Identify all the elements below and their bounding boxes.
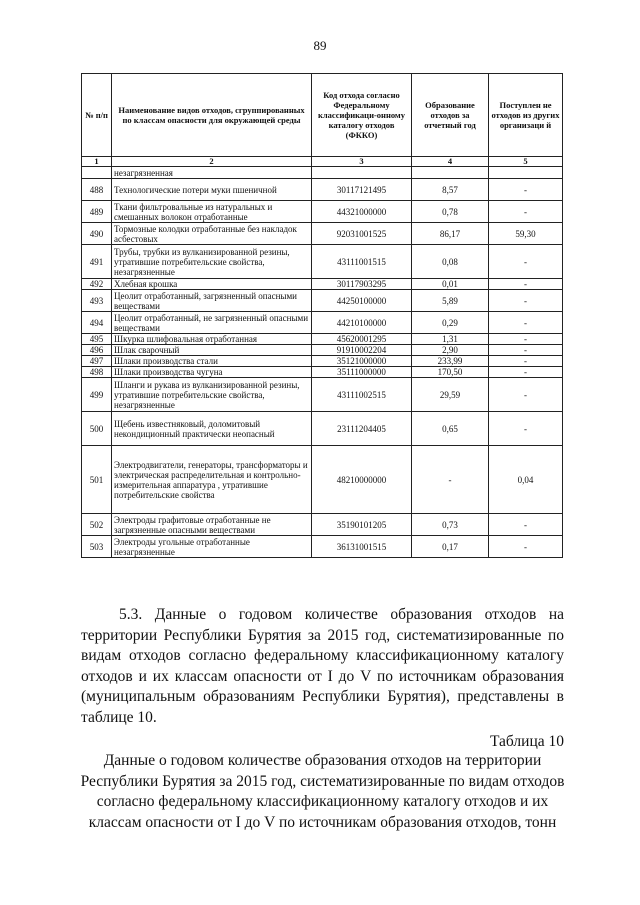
column-number-row bbox=[82, 157, 563, 167]
waste-name: Шлак сварочный bbox=[112, 345, 312, 356]
generated-amount: 5,89 bbox=[412, 290, 489, 312]
generated-amount: 0,65 bbox=[412, 412, 489, 446]
table-row bbox=[82, 367, 563, 378]
continuation-text: незагрязненная bbox=[112, 167, 312, 179]
received-amount: - bbox=[489, 279, 563, 290]
row-number: 494 bbox=[82, 312, 112, 334]
row-number: 490 bbox=[82, 223, 112, 245]
table-row bbox=[82, 345, 563, 356]
waste-code: 30117121495 bbox=[312, 179, 412, 201]
table-row bbox=[82, 356, 563, 367]
waste-code: 35111000000 bbox=[312, 367, 412, 378]
waste-name: Ткани фильтровальные из натуральных и смешанных волокон отработанные bbox=[112, 201, 312, 223]
row-number: 497 bbox=[82, 356, 112, 367]
table-row bbox=[82, 412, 563, 446]
waste-name: Тормозные колодки отработанные без накладок асбестовых bbox=[112, 223, 312, 245]
table-label: Таблица 10 bbox=[489, 733, 564, 750]
generated-amount: 0,29 bbox=[412, 312, 489, 334]
waste-name: Шлаки производства стали bbox=[112, 356, 312, 367]
row-number: 502 bbox=[82, 514, 112, 536]
column-number: 1 bbox=[82, 157, 112, 167]
row-number: 492 bbox=[82, 279, 112, 290]
waste-name: Технологические потери муки пшеничной bbox=[112, 179, 312, 201]
received-amount: - bbox=[489, 367, 563, 378]
waste-table bbox=[81, 73, 563, 558]
generated-amount: 2,90 bbox=[412, 345, 489, 356]
header-row bbox=[82, 74, 563, 157]
waste-name: Электродвигатели, генераторы, трансформаторы и электрическая распределительная и контрольно-измерительная аппаратура , утратившие потребительские свойства bbox=[112, 446, 312, 514]
table-caption: Данные о годовом количестве образования отходов на территории Республики Бурятия за 2015 год, систематизированные по видам отходов согласно федеральному классификационному каталогу отходов и их классам опасности от I до V по источникам образования отходов, тонн bbox=[80, 752, 565, 831]
generated-amount: 170,50 bbox=[412, 367, 489, 378]
waste-code: 43111001515 bbox=[312, 245, 412, 279]
waste-name: Хлебная крошка bbox=[112, 279, 312, 290]
waste-name: Шкурка шлифовальная отработанная bbox=[112, 334, 312, 345]
generated-amount: - bbox=[412, 446, 489, 514]
generated-amount: 8,57 bbox=[412, 179, 489, 201]
waste-name: Щебень известняковый, доломитовый некондиционный практически неопасный bbox=[112, 412, 312, 446]
table-row bbox=[82, 378, 563, 412]
row-number: 488 bbox=[82, 179, 112, 201]
received-amount: - bbox=[489, 179, 563, 201]
waste-code: 44250100000 bbox=[312, 290, 412, 312]
table-row bbox=[82, 334, 563, 345]
waste-code: 44321000000 bbox=[312, 201, 412, 223]
waste-code: 45620001295 bbox=[312, 334, 412, 345]
table-row bbox=[82, 446, 563, 514]
waste-name: Трубы, трубки из вулканизированной резины, утратившие потребительские свойства, незагрязненные bbox=[112, 245, 312, 279]
waste-code: 44210100000 bbox=[312, 312, 412, 334]
table-row bbox=[82, 290, 563, 312]
received-amount: - bbox=[489, 334, 563, 345]
row-number: 495 bbox=[82, 334, 112, 345]
generated-amount: 29,59 bbox=[412, 378, 489, 412]
generated-amount: 0,01 bbox=[412, 279, 489, 290]
header-num: № п/п bbox=[82, 74, 112, 157]
column-number: 5 bbox=[489, 157, 563, 167]
row-number: 498 bbox=[82, 367, 112, 378]
received-amount: - bbox=[489, 536, 563, 558]
waste-code: 91910002204 bbox=[312, 345, 412, 356]
row-number: 496 bbox=[82, 345, 112, 356]
received-amount: - bbox=[489, 356, 563, 367]
table-row bbox=[82, 279, 563, 290]
waste-name: Цеолит отработанный, загрязненный опасными веществами bbox=[112, 290, 312, 312]
received-amount: - bbox=[489, 245, 563, 279]
table-row bbox=[82, 223, 563, 245]
waste-code: 35121000000 bbox=[312, 356, 412, 367]
row-number: 501 bbox=[82, 446, 112, 514]
waste-code: 48210000000 bbox=[312, 446, 412, 514]
row-number: 489 bbox=[82, 201, 112, 223]
generated-amount: 0,17 bbox=[412, 536, 489, 558]
received-amount: 59,30 bbox=[489, 223, 563, 245]
header-generated: Образование отходов за отчетный год bbox=[412, 74, 489, 157]
generated-amount: 0,08 bbox=[412, 245, 489, 279]
table-row bbox=[82, 201, 563, 223]
paragraph-5-3 bbox=[81, 605, 564, 728]
continuation-row bbox=[82, 167, 563, 179]
received-amount: - bbox=[489, 378, 563, 412]
waste-code: 43111002515 bbox=[312, 378, 412, 412]
row-number: 500 bbox=[82, 412, 112, 446]
generated-amount: 0,73 bbox=[412, 514, 489, 536]
column-number: 2 bbox=[112, 157, 312, 167]
header-name: Наименование видов отходов, сгруппированных по классам опасности для окружающей среды bbox=[112, 74, 312, 157]
waste-name: Цеолит отработанный, не загрязненный опасными веществами bbox=[112, 312, 312, 334]
waste-code: 36131001515 bbox=[312, 536, 412, 558]
column-number: 3 bbox=[312, 157, 412, 167]
received-amount: 0,04 bbox=[489, 446, 563, 514]
waste-code: 92031001525 bbox=[312, 223, 412, 245]
paragraph-text: 5.3. Данные о годовом количестве образования отходов на территории Республики Бурятия за 2015 год, систематизированные по видам отходов согласно федеральному классификационному каталогу отходов и их классам опасности от I до V по источникам образования (муниципальным образованиям Республики Бурятия), представлены в таблице 10. bbox=[81, 606, 564, 726]
table-row bbox=[82, 514, 563, 536]
received-amount: - bbox=[489, 412, 563, 446]
row-number: 503 bbox=[82, 536, 112, 558]
waste-name: Шланги и рукава из вулканизированной резины, утратившие потребительские свойства, незагрязненные bbox=[112, 378, 312, 412]
received-amount: - bbox=[489, 514, 563, 536]
waste-name: Электроды угольные отработанные незагрязненные bbox=[112, 536, 312, 558]
table-row bbox=[82, 312, 563, 334]
table-row bbox=[82, 179, 563, 201]
waste-name: Электроды графитовые отработанные не загрязненные опасными веществами bbox=[112, 514, 312, 536]
page-number: 89 bbox=[313, 38, 327, 53]
waste-code: 30117903295 bbox=[312, 279, 412, 290]
received-amount: - bbox=[489, 312, 563, 334]
column-number: 4 bbox=[412, 157, 489, 167]
row-number: 493 bbox=[82, 290, 112, 312]
table-row bbox=[82, 536, 563, 558]
generated-amount: 0,78 bbox=[412, 201, 489, 223]
received-amount: - bbox=[489, 201, 563, 223]
row-number: 499 bbox=[82, 378, 112, 412]
waste-name: Шлаки производства чугуна bbox=[112, 367, 312, 378]
waste-code: 23111204405 bbox=[312, 412, 412, 446]
received-amount: - bbox=[489, 345, 563, 356]
table-body bbox=[82, 167, 563, 558]
generated-amount: 233,99 bbox=[412, 356, 489, 367]
row-number: 491 bbox=[82, 245, 112, 279]
header-received: Поступлен не отходов из других организаци й bbox=[489, 74, 563, 157]
generated-amount: 86,17 bbox=[412, 223, 489, 245]
waste-code: 35190101205 bbox=[312, 514, 412, 536]
table-row bbox=[82, 245, 563, 279]
header-code: Код отхода согласно Федеральному классификаци-онному каталогу отходов (ФККО) bbox=[312, 74, 412, 157]
received-amount: - bbox=[489, 290, 563, 312]
generated-amount: 1,31 bbox=[412, 334, 489, 345]
